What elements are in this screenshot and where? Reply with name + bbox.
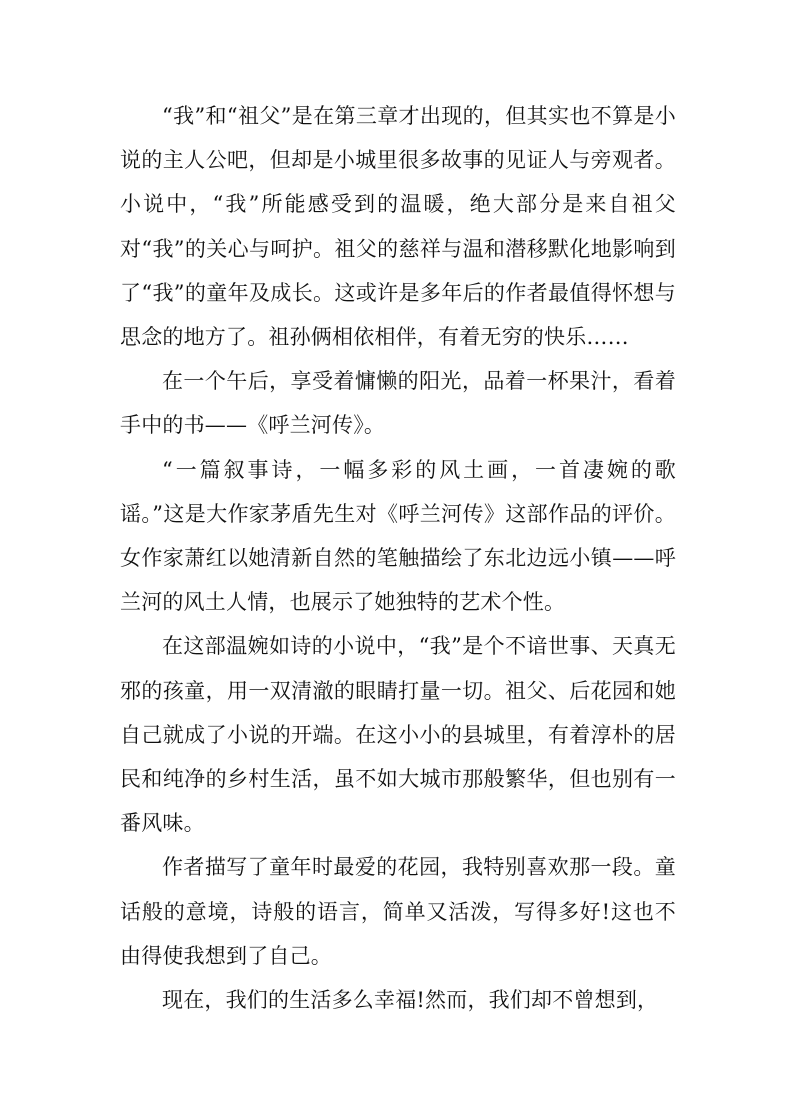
document-body <box>120 94 676 1022</box>
paragraph-3: “一篇叙事诗，一幅多彩的风土画，一首凄婉的歌谣。”这是大作家茅盾先生对《呼兰河传》这部作品的评价。女作家萧红以她清新自然的笔触描绘了东北边远小镇——呼兰河的风土人情，也展示了她独特的艺术个性。 <box>120 457 676 615</box>
paragraph-1: “我”和“祖父”是在第三章才出现的，但其实也不算是小说的主人公吧，但却是小城里很多故事的见证人与旁观者。小说中，“我”所能感受到的温暖，绝大部分是来自祖父对“我”的关心与呵护。祖父的慈祥与温和潜移默化地影响到了“我”的童年及成长。这或许是多年后的作者最值得怀想与思念的地方了。祖孙俩相依相伴，有着无穷的快乐…… <box>120 104 676 350</box>
paragraph-6: 现在，我们的生活多么幸福!然而，我们却不曾想到， <box>162 988 659 1013</box>
paragraph-5: 作者描写了童年时最爱的花园，我特别喜欢那一段。童话般的意境，诗般的语言，简单又活泼，写得多好!这也不由得使我想到了自己。 <box>120 855 676 968</box>
paragraph-2: 在一个午后，享受着慵懒的阳光，品着一杯果汁，看着手中的书——《呼兰河传》。 <box>120 369 676 438</box>
paragraph-4: 在这部温婉如诗的小说中，“我”是个不谙世事、天真无邪的孩童，用一双清澈的眼睛打量一切。祖父、后花园和她自己就成了小说的开端。在这小小的县城里，有着淳朴的居民和纯净的乡村生活，虽不如大城市那般繁华，但也别有一番风味。 <box>120 634 676 836</box>
